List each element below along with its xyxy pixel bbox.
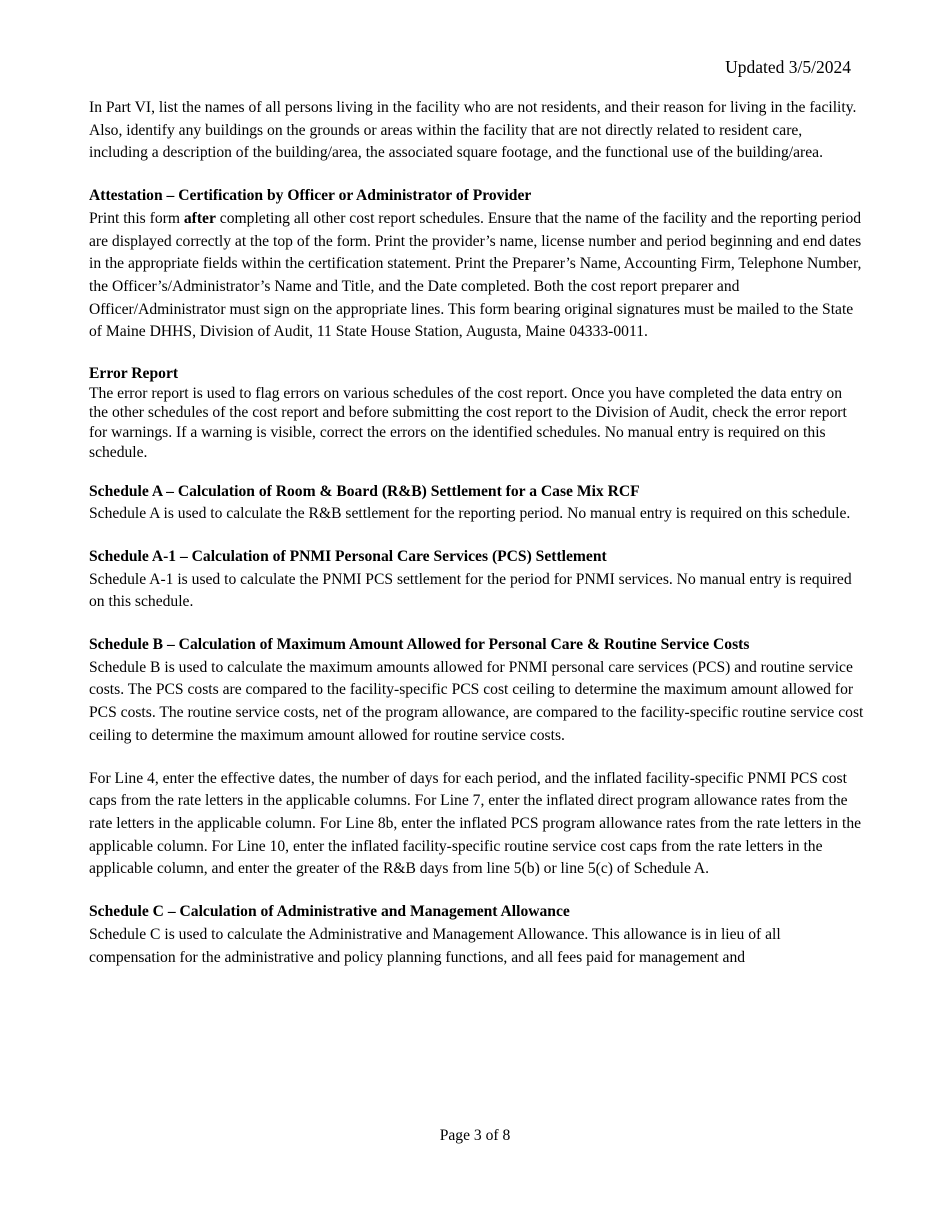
- schedule-b-paragraph: Schedule B is used to calculate the maximum amounts allowed for PNMI personal care services (PCS) and routine service costs. The PCS costs are compared to the facility-specific PCS cost ceiling to determine the maximum amount allowed for PCS costs. The routine service costs, net of the program allowance, are compared to the facility-specific routine service cost ceiling to determine the maximum amount allowed for routine service costs.: [89, 658, 864, 744]
- attestation-heading: Attestation – Certification by Officer or Administrator of Provider: [89, 187, 532, 205]
- attestation-bold-word: after: [183, 209, 216, 227]
- page-number: Page 3 of 8: [439, 1127, 511, 1144]
- error-report-heading: Error Report: [89, 365, 179, 383]
- schedule-c-heading: Schedule C – Calculation of Administrative and Management Allowance: [89, 903, 570, 921]
- attestation-text-end: completing all other cost report schedules. Ensure that the name of the facility and the reporting period are displayed correctly at the top of the form. Print the provider’s name, license number and period beginning and end dates in the appropriate fields within the certification statement. Print the Preparer’s Name, Accounting Firm, Telephone Number, the Officer’s/Administrator’s Name and Title, and the Date completed. Both the cost report preparer and Officer/Administrator must sign on the appropriate lines. This form bearing original signatures must be mailed to the State of Maine DHHS, Division of Audit, 11 State House Station, Augusta, Maine 04333-0011.: [89, 209, 862, 341]
- attestation-paragraph: [89, 208, 864, 344]
- part-vi-paragraph: In Part VI, list the names of all persons living in the facility who are not residents, and their reason for living in the facility. Also, identify any buildings on the grounds or areas within the facility that are not directly related to resident care, including a description of the building/area, the associated square footage, and the functional use of the building/area.: [89, 99, 857, 162]
- schedule-a1-heading: Schedule A-1 – Calculation of PNMI Personal Care Services (PCS) Settlement: [89, 547, 607, 565]
- spacer: [89, 881, 864, 901]
- spacer: [89, 748, 864, 768]
- spacer: [89, 526, 864, 546]
- spacer: [89, 165, 864, 185]
- page-content: [89, 97, 864, 969]
- schedule-c-paragraph: Schedule C is used to calculate the Administrative and Management Allowance. This allowance is in lieu of all compensation for the administrative and policy planning functions, and all fees paid for management and: [89, 925, 781, 966]
- error-report-paragraph: The error report is used to flag errors on various schedules of the cost report. Once you have completed the data entry on the other schedules of the cost report and before submitting the cost report to the Division of Audit, check the error report for warnings. If a warning is visible, correct the errors on the identified schedules. No manual entry is required on this schedule.: [89, 384, 847, 461]
- schedule-a-paragraph: Schedule A is used to calculate the R&B settlement for the reporting period. No manual entry is required on this schedule.: [89, 505, 851, 523]
- spacer: [89, 463, 864, 481]
- schedule-b-lines-paragraph: For Line 4, enter the effective dates, the number of days for each period, and the inflated facility-specific PNMI PCS cost caps from the rate letters in the applicable columns. For Line 7, enter the inflated direct program allowance rates from the rate letters in the applicable column. For Line 8b, enter the inflated PCS program allowance rates from the rate letters in the applicable column. For Line 10, enter the inflated facility-specific routine service cost caps from the rate letters in the applicable column, and enter the greater of the R&B days from line 5(b) or line 5(c) of Schedule A.: [89, 769, 862, 878]
- attestation-text-start: Print this form: [89, 209, 184, 227]
- spacer: [89, 344, 864, 364]
- updated-date: Updated 3/5/2024: [725, 57, 851, 77]
- schedule-a1-paragraph: Schedule A-1 is used to calculate the PNMI PCS settlement for the period for PNMI services. No manual entry is required on this schedule.: [89, 570, 852, 611]
- schedule-b-heading: Schedule B – Calculation of Maximum Amount Allowed for Personal Care & Routine Service Costs: [89, 636, 750, 654]
- schedule-a-heading: Schedule A – Calculation of Room & Board (R&B) Settlement for a Case Mix RCF: [89, 482, 640, 500]
- spacer: [89, 614, 864, 634]
